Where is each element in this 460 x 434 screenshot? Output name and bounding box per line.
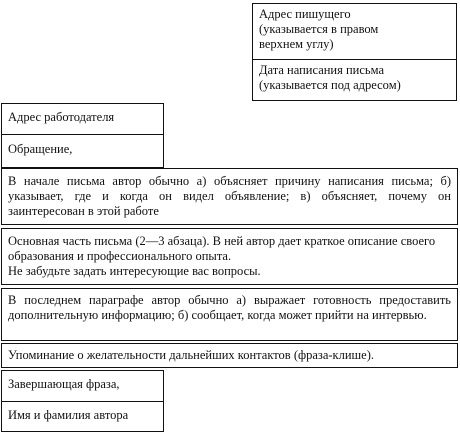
closing-phrase-text: Завершающая фраза, <box>8 377 120 391</box>
intro-paragraph-box <box>1 168 458 225</box>
intro-paragraph-text: В начале письма автор обычно а) объясняет причину написания письма; б) указывает, где и когда он видел объявление; в) объясняет, почему он заинтересован в этой работе <box>8 174 451 218</box>
author-name-text: Имя и фамилия автора <box>8 408 129 422</box>
sender-address-text: Адрес пишущего (указывается в правом верхнем углу) <box>259 7 379 51</box>
further-contacts-text: Упоминание о желательности дальнейших контактов (фраза-клише). <box>8 348 374 362</box>
salutation-text: Обращение, <box>8 142 73 156</box>
letter-date-text: Дата написания письма (указывается под адресом) <box>259 63 401 92</box>
letter-date-box <box>252 59 457 101</box>
closing-phrase-box <box>1 370 164 402</box>
employer-address-text: Адрес работодателя <box>8 110 115 124</box>
sender-address-box <box>252 3 457 60</box>
author-name-box <box>1 401 164 432</box>
further-contacts-box <box>1 343 458 368</box>
main-body-box <box>1 228 458 285</box>
main-body-text: Основная часть письма (2—3 абзаца). В ней автор дает краткое описание своего образования и профессионального опыта. Не забудьте задать интересующие вас вопросы. <box>8 234 436 278</box>
employer-address-box <box>1 103 164 135</box>
last-paragraph-text: В последнем параграфе автор обычно а) выражает готовность предоставить дополнительную информацию; б) сообщает, когда может прийти на интервью. <box>8 293 451 322</box>
salutation-box <box>1 134 164 168</box>
last-paragraph-box <box>1 288 458 341</box>
